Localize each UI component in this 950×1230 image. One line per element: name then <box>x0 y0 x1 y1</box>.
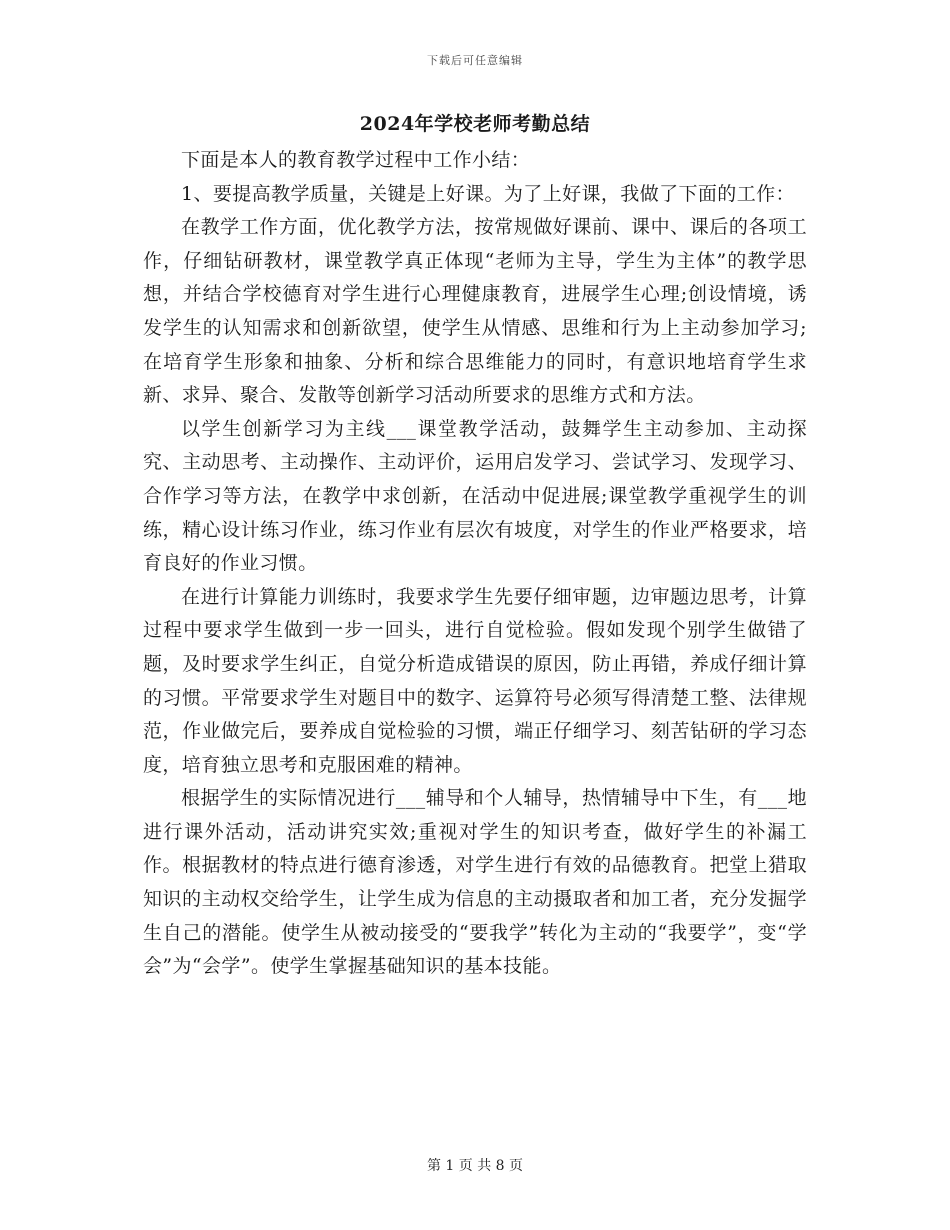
paragraph-tutoring: 根据学生的实际情况进行___辅导和个人辅导，热情辅导中下生，有___地进行课外活动，活动讲究实效;重视对学生的知识考查，做好学生的补漏工作。根据教材的特点进行德育渗透，对学生进行有效的品德教育。把堂上猎取知识的主动权交给学生，让学生成为信息的主动摄取者和加工者，充分发掘学生自己的潜能。使学生从被动接受的“要我学”转化为主动的“我要学”，变“学会”为“会学”。使学生掌握基础知识的基本技能。 <box>143 787 807 978</box>
paragraph-innovation: 以学生创新学习为主线___课堂教学活动，鼓舞学生主动参加、主动探究、主动思考、主动操作、主动评价，运用启发学习、尝试学习、发现学习、合作学习等方法，在教学中求创新，在活动中促进展;课堂教学重视学生的训练，精心设计练习作业，练习作业有层次有坡度，对学生的作业严格要求，培育良好的作业习惯。 <box>143 417 807 575</box>
page-header-note: 下载后可任意编辑 <box>427 54 523 67</box>
paragraph-intro: 下面是本人的教育教学过程中工作小结： <box>181 149 531 171</box>
paragraph-calculation: 在进行计算能力训练时，我要求学生先要仔细审题，边审题边思考，计算过程中要求学生做到一步一回头，进行自觉检验。假如发现个别学生做错了题，及时要求学生纠正，自觉分析造成错误的原因，防止再错，养成仔细计算的习惯。平常要求学生对题目中的数字、运算符号必须写得清楚工整、法律规范，作业做完后，要养成自觉检验的习惯，端正仔细学习、刻苦钻研的学习态度，培育独立思考和克服困难的精神。 <box>143 585 807 776</box>
document-body <box>143 110 807 984</box>
page-number: 第 1 页 共 8 页 <box>426 1158 524 1174</box>
paragraph-point-1: 1、要提高教学质量，关键是上好课。为了上好课，我做了下面的工作： <box>181 182 795 205</box>
document-title: 2024年学校老师考勤总结 <box>359 113 591 135</box>
paragraph-teaching-work: 在教学工作方面，优化教学方法，按常规做好课前、课中、课后的各项工作，仔细钻研教材，课堂教学真正体现“老师为主导，学生为主体”的教学思想，并结合学校德育对学生进行心理健康教育，进展学生心理;创设情境，诱发学生的认知需求和创新欲望，使学生从情感、思维和行为上主动参加学习;在培育学生形象和抽象、分析和综合思维能力的同时，有意识地培育学生求新、求异、聚合、发散等创新学习活动所要求的思维方式和方法。 <box>143 216 807 407</box>
